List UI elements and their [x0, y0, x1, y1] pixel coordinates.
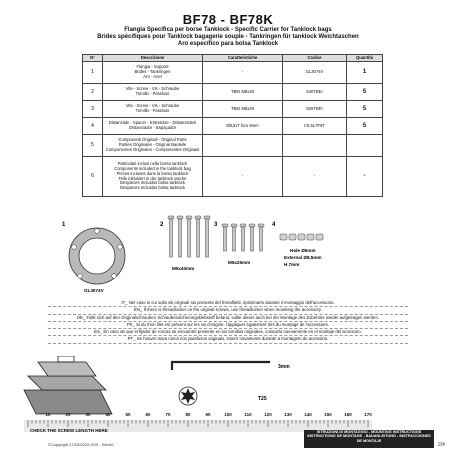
- row-spec: [203, 135, 283, 157]
- desc-line: Brides - Tankringen: [134, 69, 171, 75]
- desc-line: Distanciador - Espaçador: [128, 125, 176, 130]
- ruler-tick-label: 70: [165, 412, 171, 417]
- ruler-tick-label: 50: [125, 412, 131, 417]
- row-description: [103, 118, 203, 135]
- mounting-instructions-box: [304, 430, 434, 448]
- part-number-3: 3: [214, 222, 218, 228]
- desc-line: Pièces incluses dans la borsa tanklock: [116, 170, 189, 176]
- row-description: [103, 135, 203, 157]
- row-description: [103, 101, 203, 118]
- row-quantity: -: [347, 157, 383, 197]
- row-spec: TBEI M5x25: [203, 101, 283, 118]
- threadlocker-notes: [48, 300, 408, 344]
- table-row: [83, 62, 383, 84]
- desc-line: Vite - Screw - Vis - Schraube: [125, 103, 180, 109]
- col-header-spec: Caratteristiche: [203, 55, 283, 62]
- short-screws-drawing: [222, 224, 264, 251]
- table-row: [83, 101, 383, 118]
- parts-table: [82, 54, 383, 197]
- spacer-diameter-label: External Ø8,5mm: [284, 255, 322, 260]
- short-screw-label: M5x25mm: [228, 260, 251, 265]
- hex-key-label: 3mm: [278, 364, 290, 370]
- note-pt: PT_ Se houver trava rosca nos parafusos originais, inserir novamente durante a montagem do acessório.: [48, 336, 408, 343]
- row-code: 540TBEI: [283, 84, 347, 101]
- col-header-number: N°: [83, 55, 103, 62]
- desc-line: Tornillo - Parafuso: [135, 108, 170, 113]
- spacers-drawing: [280, 234, 323, 240]
- note-es: ES_ En caso de que el fijador de roscas se encuentre presente en los tornillos originales, colocarlo nuevamente en el montaje del accesorio.: [48, 329, 408, 336]
- instructions-line-2: INSTRUCTIONS DE MONTAGE - BAUANLEITUNG - INSTRUCCIONES: [307, 434, 431, 439]
- col-header-description: Descrizione: [103, 55, 203, 62]
- desc-line: Parties Originales - Original Bauteile: [118, 142, 187, 148]
- ruler-tick-label: 170: [364, 412, 372, 417]
- desc-line: Componenti Originali - Original Parts: [118, 137, 187, 143]
- ruler-tick-label: 20: [65, 412, 71, 417]
- desc-line: Despieces Incluidos bolsa tanklock: [120, 185, 185, 191]
- desc-line: Components included in the tanklock bag: [114, 165, 191, 171]
- desc-line: Aro - Anel: [143, 73, 162, 79]
- table-row: [83, 118, 383, 135]
- ruler-tick-label: 110: [244, 412, 252, 417]
- desc-line: Distanziale - Spacer - Entretoise - Distanzstück: [108, 120, 197, 126]
- row-code: [283, 135, 347, 157]
- row-code: C8,5L7F6T: [283, 118, 347, 135]
- hex-key-icon: [172, 362, 270, 370]
- row-number: 3: [83, 101, 103, 118]
- ruler-tick-label: 80: [185, 412, 191, 417]
- row-spec: -: [203, 62, 283, 84]
- ruler-caption: CHECK THE SCREW LENGTH HERE: [30, 428, 108, 433]
- col-header-code: Codice: [283, 55, 347, 62]
- table-row: [83, 135, 383, 157]
- row-description: [103, 62, 203, 84]
- desc-line: Componentes Originales - Componentes Originais: [105, 146, 200, 152]
- row-quantity: [347, 135, 383, 157]
- instructions-line-1: ISTRUZIONI DI MONTAGGIO - MOUNTING INSTRUCTIONS: [316, 430, 422, 434]
- ruler-tick-label: 40: [105, 412, 111, 417]
- parts-diagram: [60, 214, 360, 296]
- instructions-line-3: DE MONTAJE: [356, 438, 382, 443]
- ruler-tick-label: 130: [284, 412, 292, 417]
- row-spec: TBEI M5x40: [203, 84, 283, 101]
- page-title: BF78 - BF78K: [182, 12, 274, 27]
- row-description: [103, 84, 203, 101]
- row-quantity: 5: [347, 101, 383, 118]
- ruler-tick-label: 10: [45, 412, 51, 417]
- row-number: 6: [83, 157, 103, 197]
- note-en: EN_ If there is threadlocker on the original screws, use threadlocker when mounting the accessory.: [48, 307, 408, 314]
- torx-icon: [179, 387, 197, 405]
- row-number: 4: [83, 118, 103, 135]
- table-row: [83, 157, 383, 197]
- part-number-4: 4: [272, 222, 276, 228]
- flange-code-label: GL3074V: [84, 288, 104, 293]
- note-fr: FR_ Si du frein filet est présent sur les vis d'origine, l'appliquer également lors du montage de l'accessoire.: [48, 322, 408, 329]
- subtitle-line-2: Brides spécifiques pour Tanklock bagagerie souple - Tankringen für tanklock Weichtaschen: [97, 34, 359, 40]
- subtitle-line-1: Flangia Specifica per borse Tanklock - Specific Carrier for Tanklock bags: [124, 27, 332, 33]
- row-number: 2: [83, 84, 103, 101]
- part-number-1: 1: [62, 222, 66, 228]
- part-number-2: 2: [160, 222, 164, 228]
- long-screw-label: M5x40mm: [172, 266, 195, 271]
- ruler-tick-label: 90: [205, 412, 211, 417]
- row-spec: -: [203, 157, 283, 197]
- row-number: 1: [83, 62, 103, 84]
- long-screws-drawing: [168, 216, 210, 257]
- torx-label: T25: [258, 396, 267, 402]
- row-quantity: 5: [347, 84, 383, 101]
- subtitle-line-3: Aro específico para bolsa Tanklock: [177, 41, 279, 47]
- toolbox-icon: [24, 356, 112, 414]
- row-spec: Ø8,5x7 foro 6mm: [203, 118, 283, 135]
- row-quantity: 1: [347, 62, 383, 84]
- note-de: DE_ Falls sich auf den Originalschrauben Schraubensicherungsklebstoff befand, sollte dieser auch bei der Montage des Zubehörs wieder aufgetragen werden.: [48, 315, 408, 322]
- desc-line: Vite - Screw - Vis - Schraube: [125, 86, 180, 92]
- ruler-tick-label: 60: [145, 412, 151, 417]
- row-description: [103, 157, 203, 197]
- ruler-tick-label: 150: [324, 412, 332, 417]
- row-quantity: 5: [347, 118, 383, 135]
- note-it: IT_ Nel caso in cui sulla viti originali sia presente del frenafiletti, ripristinarlo durante il montaggio dell'accessorio.: [48, 300, 408, 307]
- desc-line: Particolari inclusi nella borsa tanklock: [117, 161, 188, 167]
- ruler-tick-label: 30: [85, 412, 91, 417]
- desc-line: Teile inklusiert in der tanklock tasche: [118, 175, 187, 181]
- col-header-quantity: Quantità: [347, 55, 383, 62]
- flange-drawing: [69, 228, 125, 284]
- spacer-hole-label: Hole Ø6mm: [290, 248, 316, 253]
- ruler-tick-label: 160: [344, 412, 352, 417]
- desc-line: Despieces Incluidos bolsa tanklock: [120, 180, 185, 186]
- page-number: 2/4: [438, 442, 445, 448]
- row-code: 525TBEI: [283, 101, 347, 118]
- row-code: -: [283, 157, 347, 197]
- ruler-tick-label: 100: [224, 412, 232, 417]
- ruler-tick-label: 120: [264, 412, 272, 417]
- ruler-tick-label: 140: [304, 412, 312, 417]
- table-header-row: [83, 55, 383, 62]
- row-code: GL3074V: [283, 62, 347, 84]
- desc-line: Flangia - Support: [136, 64, 169, 70]
- table-row: [83, 84, 383, 101]
- copyright: ©Copyright 17/03/2020 GIVI - Rev00: [48, 442, 114, 447]
- ruler-tick-labels: [24, 412, 372, 419]
- desc-line: Tornillo - Parafuso: [135, 91, 170, 96]
- row-number: 5: [83, 135, 103, 157]
- spacer-height-label: H.7mm: [284, 262, 300, 267]
